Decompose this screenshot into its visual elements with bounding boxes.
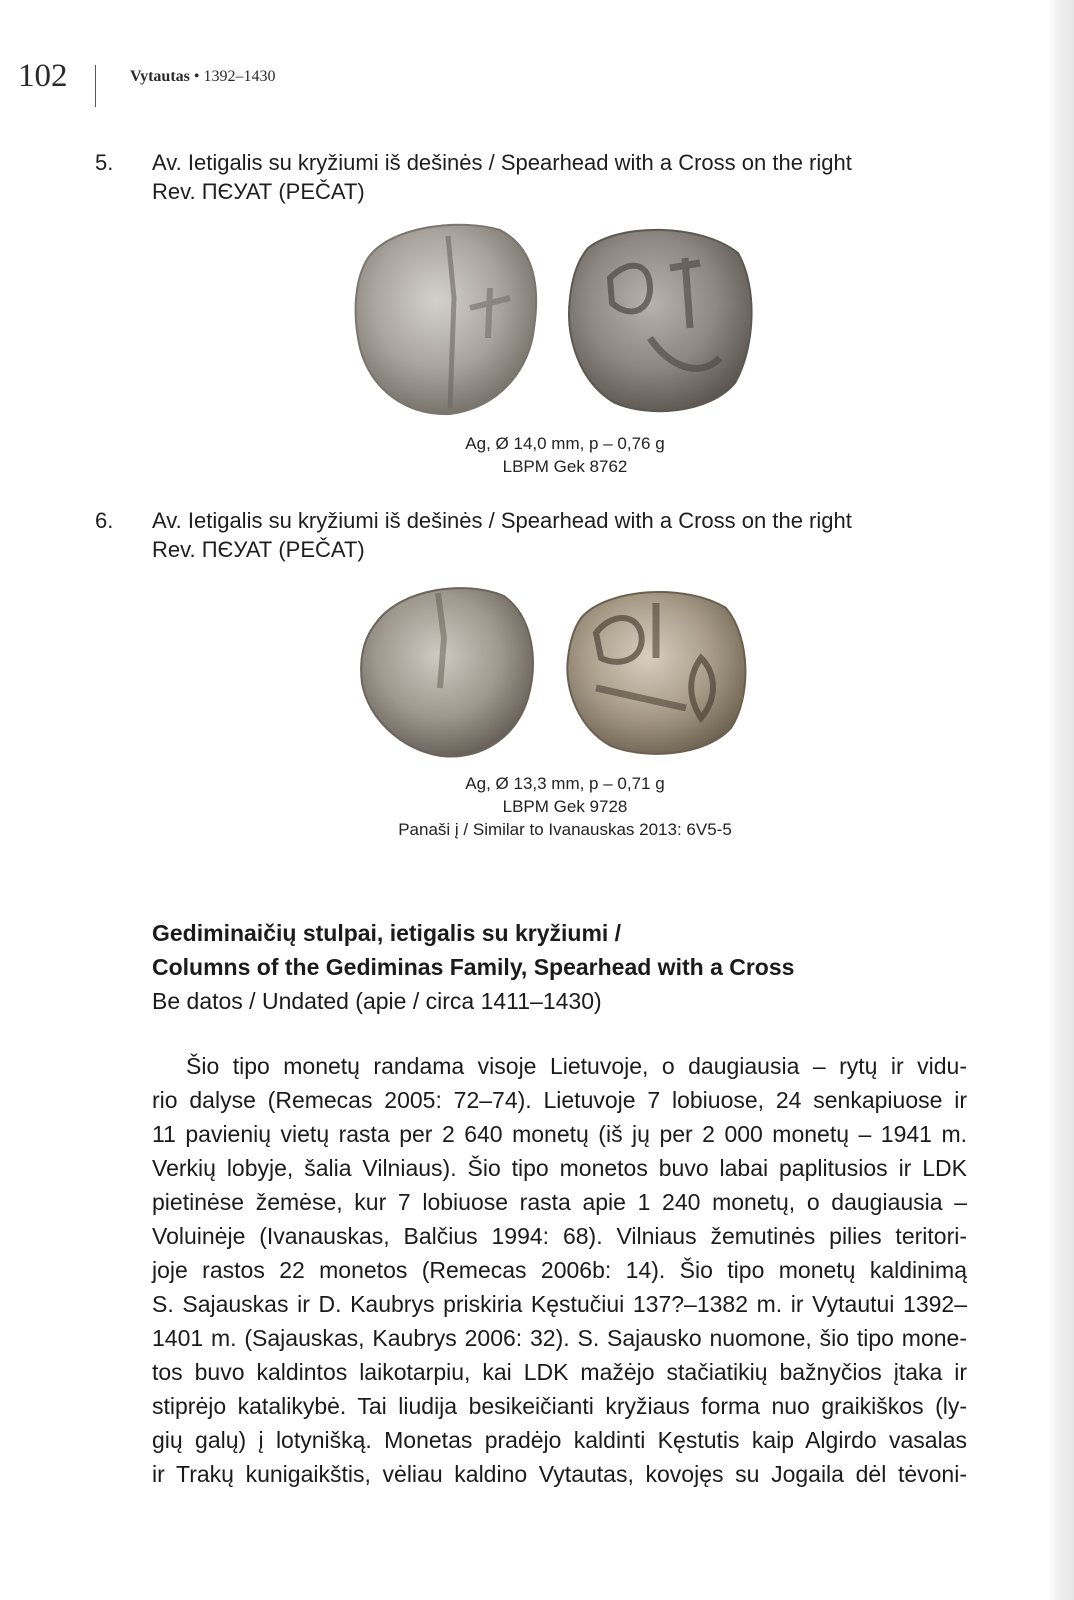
coin-metrics: Ag, Ø 14,0 mm, p – 0,76 g (465, 434, 665, 453)
museum-inventory: LBPM Gek 9728 (502, 797, 628, 816)
obverse-description: Av. Ietigalis su kryžiumi iš dešinės / Spearhead with a Cross on the right (152, 150, 852, 175)
paragraph-line: rio dalyse (Remecas 2005: 72–74). Lietuvoje 7 lobiuose, 24 senkapiuose ir (152, 1087, 967, 1113)
coin-obverse-image (356, 225, 537, 414)
section-title-lt: Gediminaičių stulpai, ietigalis su kryžiumi / (152, 920, 622, 946)
body-paragraph (152, 1049, 967, 1491)
entry-number: 6. (95, 508, 114, 533)
entry-number: 5. (95, 150, 114, 175)
section-title-en: Columns of the Gediminas Family, Spearhead with a Cross (152, 954, 795, 980)
running-header (130, 68, 275, 86)
coin-metrics: Ag, Ø 13,3 mm, p – 0,71 g (465, 774, 665, 793)
running-header-ruler: Vytautas (130, 68, 190, 85)
reverse-description: Rev. ПЄУАТ (PEČAT) (152, 537, 365, 562)
section-heading (152, 916, 794, 1018)
header-divider (95, 65, 96, 107)
obverse-description: Av. Ietigalis su kryžiumi iš dešinės / Spearhead with a Cross on the right (152, 508, 852, 533)
paragraph-line: joje rastos 22 monetos (Remecas 2006b: 14). Šio tipo monetų kaldinimą (152, 1257, 967, 1283)
paragraph-line: 1401 m. (Sajauskas, Kaubrys 2006: 32). S. Sajausko nuomone, šio tipo mone- (152, 1325, 967, 1351)
paragraph-line: stiprėjo katalikybė. Tai liudija besikeičianti kryžiaus forma nuo graikiškos (ly- (152, 1393, 967, 1419)
paragraph-line: ir Trakų kunigaikštis, vėliau kaldino Vytautas, kovojęs su Jogaila dėl tėvoni- (152, 1461, 967, 1487)
paragraph-line: S. Sajauskas ir D. Kaubrys priskiria Kęstučiui 137?–1382 m. ir Vytautui 1392– (152, 1291, 967, 1317)
coin-reverse-image (569, 230, 752, 411)
reference-note: Panaši į / Similar to Ivanauskas 2013: 6V5-5 (398, 820, 732, 839)
reverse-description: Rev. ПЄУАТ (PEČAT) (152, 179, 365, 204)
coin-reverse-image (567, 592, 745, 754)
coin-caption-entry-6 (0, 772, 1074, 841)
museum-inventory: LBPM Gek 8762 (502, 457, 628, 476)
paragraph-line: Voluinėje (Ivanauskas, Balčius 1994: 68). Vilniaus žemutinės pilies teritori- (152, 1223, 967, 1249)
coin-caption-entry-5 (0, 432, 1074, 478)
paragraph-line: pietinėse žemėse, kur 7 lobiuose rasta apie 1 240 monetų, o daugiausia – (152, 1189, 967, 1215)
paragraph-line: tos buvo kaldintos laikotarpiu, kai LDK mažėjo stačiatikių bažnyčios įtaka ir (152, 1359, 967, 1385)
coin-photos-entry-5 (350, 218, 760, 423)
section-subtitle: Be datos / Undated (apie / circa 1411–1430) (152, 988, 602, 1014)
coin-obverse-image (361, 588, 533, 756)
paragraph-line: Verkių lobyje, šalia Vilniaus). Šio tipo monetos buvo labai paplitusios ir LDK (152, 1155, 967, 1181)
paragraph-line: 11 pavienių vietų rasta per 2 640 monetų (iš jų per 2 000 monetų – 1941 m. (152, 1121, 967, 1147)
coin-photos-entry-6 (356, 578, 756, 763)
paragraph-line: gių galų) į lotynišką. Monetas pradėjo kaldinti Kęstutis kaip Algirdo vasalas (152, 1427, 967, 1453)
paragraph-line: Šio tipo monetų randama visoje Lietuvoje, o daugiausia – rytų ir vidu- (186, 1053, 967, 1079)
running-header-years: • 1392–1430 (189, 68, 276, 85)
page-number: 102 (18, 58, 68, 94)
